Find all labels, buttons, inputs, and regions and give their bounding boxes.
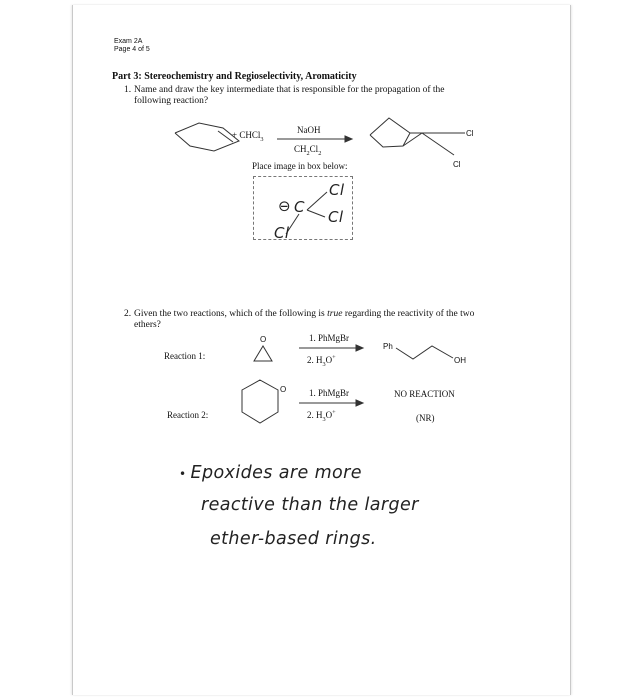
handwritten-line3: ether-based rings. [210, 529, 377, 549]
q2-number: 2. [124, 309, 132, 319]
answer-box-caption: Place image in box below: [252, 161, 348, 171]
handwritten-line2: reactive than the larger [201, 495, 419, 515]
q2-text-line2: ethers? [134, 320, 161, 330]
reaction2-result: NO REACTION [394, 389, 455, 399]
product-cl-top: Cl [466, 129, 474, 138]
q1-text-line2: following reaction? [134, 96, 209, 106]
reaction2-arrow [73, 5, 570, 695]
page-number: Page 4 of 5 [114, 46, 150, 53]
reaction2-label: Reaction 2: [167, 410, 209, 420]
answer-atom-cl-right: Cl [328, 208, 344, 226]
answer-atom-cl-left: Cl [274, 224, 290, 242]
q1-number: 1. [124, 85, 132, 95]
reaction1-step1: 1. PhMgBr [309, 333, 350, 343]
pyran-oxygen: O [280, 385, 287, 394]
q1-text-line1: Name and draw the key intermediate that is responsible for the propagation of the [134, 85, 445, 95]
q1-solvent: $CH_2Cl_2$ [294, 144, 322, 157]
reaction2-step2: 2. $H_3O^+$ [307, 409, 336, 423]
product-ph: Ph [383, 342, 393, 351]
exam-code: Exam 2A [114, 38, 143, 45]
product-oh: OH [454, 356, 466, 365]
answer-charge: ⊖ [278, 197, 291, 215]
reaction1-label: Reaction 1: [164, 351, 206, 361]
reaction2-step1: 1. PhMgBr [309, 388, 350, 398]
part-title: Part 3: Stereochemistry and Regioselectivity, Aromaticity [112, 71, 357, 82]
q2-text-line1: Given the two reactions, which of the following is true regarding the reactivity of the two [134, 309, 475, 319]
epoxide-oxygen: O [260, 335, 267, 344]
answer-atom-cl-top: Cl [329, 181, 345, 199]
handwritten-line1: • Epoxides are more [179, 463, 362, 483]
product-cl-bottom: Cl [453, 160, 461, 169]
q1-reagent-chcl3: + CHCl$_3$ [232, 130, 264, 143]
answer-atom-c: C [294, 198, 305, 216]
reaction2-result-abbrev: (NR) [416, 413, 435, 423]
reaction1-step2: 2. $H_3O^+$ [307, 354, 336, 368]
exam-page [72, 5, 571, 695]
q1-reagent-naoh: NaOH [297, 125, 321, 135]
